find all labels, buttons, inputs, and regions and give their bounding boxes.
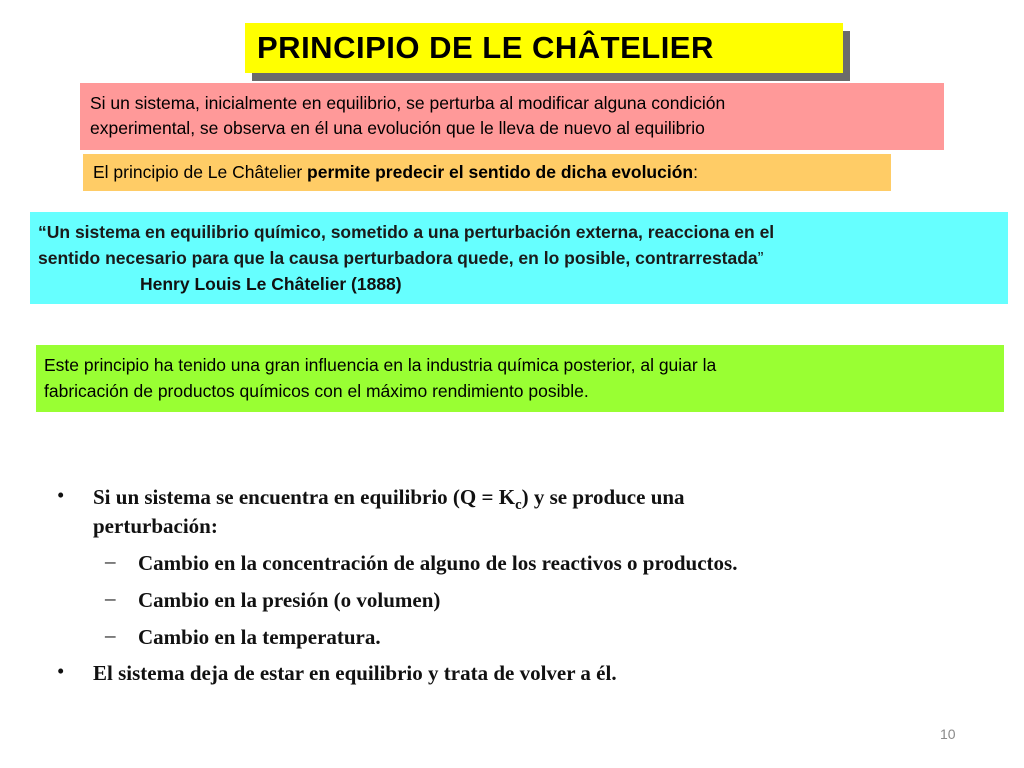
definition-box: [80, 83, 944, 150]
dash-marker: –: [105, 623, 116, 647]
definition-line-1: Si un sistema, inicialmente en equilibrio, se perturba al modificar alguna condición: [90, 93, 726, 113]
bullet-marker: •: [57, 483, 65, 507]
bullet-marker: •: [57, 659, 65, 683]
quote-box: [30, 212, 1008, 304]
bullet-1-text-b: ) y se produce una: [521, 485, 685, 509]
quote-open-mark: “: [38, 222, 47, 242]
slide-title: PRINCIPIO DE LE CHÂTELIER: [257, 30, 714, 65]
sub-bullet-3: Cambio en la temperatura.: [138, 625, 381, 649]
quote-text-2: sentido necesario para que la causa perturbadora quede, en lo posible, contrarrestada: [38, 248, 758, 268]
influence-box: [36, 345, 1004, 412]
page-number: 10: [940, 726, 956, 742]
principle-intro-box: [83, 154, 891, 191]
bullet-1-line-1: [93, 483, 685, 512]
influence-line-1: Este principio ha tenido una gran influencia en la industria química posterior, al guiar la: [44, 355, 717, 375]
quote-close-mark: ”: [757, 248, 764, 268]
definition-line-2: experimental, se observa en él una evolución que le lleva de nuevo al equilibrio: [90, 118, 705, 138]
influence-line-2: fabricación de productos químicos con el máximo rendimiento posible.: [44, 381, 589, 401]
principle-intro-bold: permite predecir el sentido de dicha evolución: [307, 162, 694, 182]
title-box: [245, 23, 843, 73]
bullet-1-line-2: perturbación:: [93, 514, 218, 538]
bullet-1-subscript: c: [515, 497, 522, 514]
sub-bullet-2: Cambio en la presión (o volumen): [138, 588, 441, 612]
principle-intro-suffix: :: [693, 162, 698, 182]
sub-bullet-1: Cambio en la concentración de alguno de los reactivos o productos.: [138, 551, 738, 575]
bullet-1-text-a: Si un sistema se encuentra en equilibrio (Q = K: [93, 485, 516, 509]
quote-line-1: [38, 219, 1000, 245]
dash-marker: –: [105, 586, 116, 610]
principle-intro-prefix: El principio de Le Châtelier: [93, 162, 308, 182]
dash-marker: –: [105, 549, 116, 573]
bullet-2: El sistema deja de estar en equilibrio y trata de volver a él.: [93, 661, 617, 685]
quote-line-2: [38, 245, 1000, 271]
quote-text-1: Un sistema en equilibrio químico, sometido a una perturbación externa, reacciona en el: [46, 222, 775, 242]
quote-author: Henry Louis Le Châtelier (1888): [140, 274, 402, 294]
